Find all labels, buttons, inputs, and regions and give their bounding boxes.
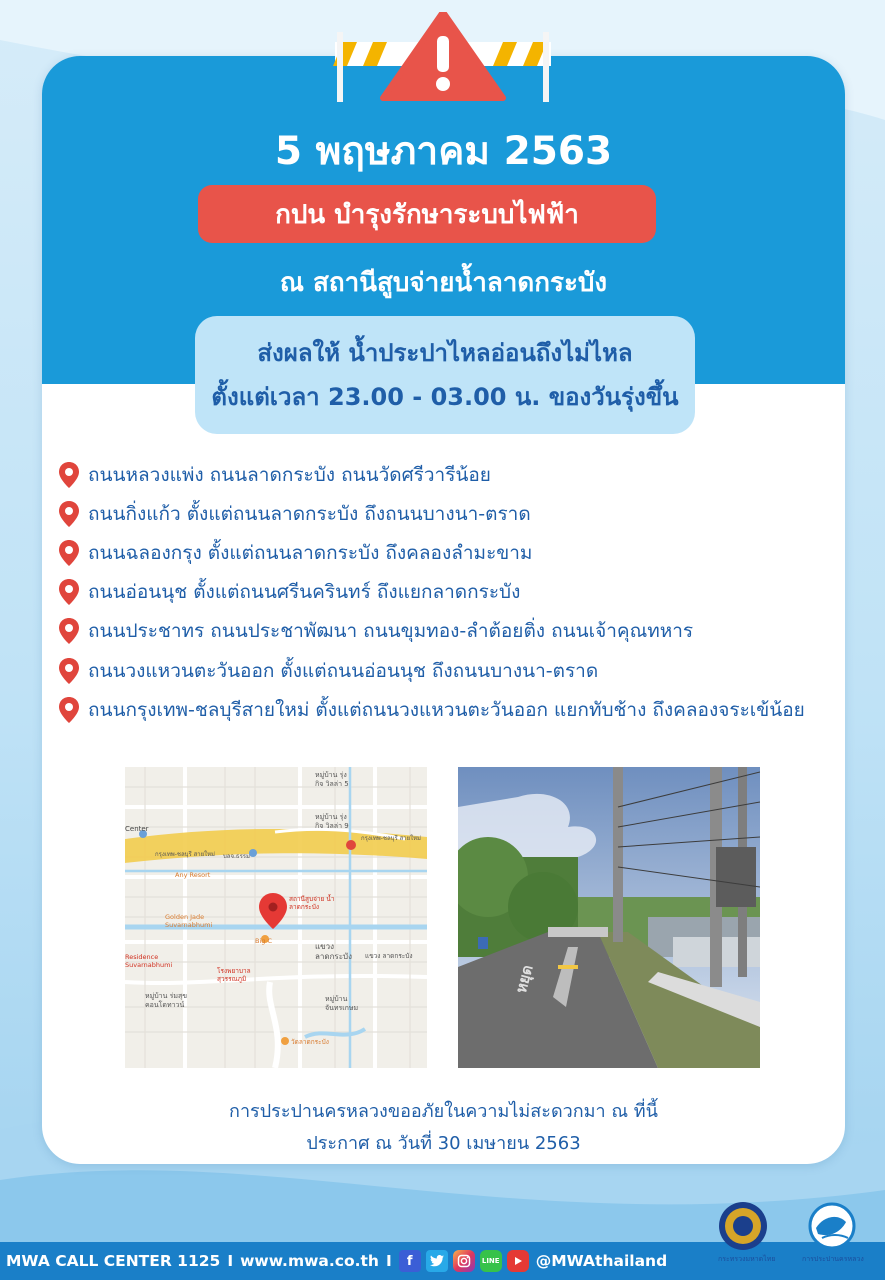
road-text: ถนนกรุงเทพ-ชลบุรีสายใหม่ ตั้งแต่ถนนวงแหวนตะวันออก แยกทับช้าง ถึงคลองจระเข้น้อย (88, 698, 805, 721)
separator: I (385, 1252, 392, 1270)
road-text: ถนนฉลองกรุง ตั้งแต่ถนนลาดกระบัง ถึงคลองลำมะขาม (88, 541, 533, 564)
maintenance-highlight-text: กปน บำรุงรักษาระบบไฟฟ้า (275, 199, 579, 230)
map-label-motorway-right: กรุงเทพ-ชลบุรี สายใหม่ (361, 835, 421, 842)
location-pin-icon (58, 461, 80, 489)
maintenance-highlight (198, 185, 656, 243)
line-icon[interactable]: LINE (480, 1250, 502, 1272)
map-label-district-right: แขวง ลาดกระบัง (365, 952, 413, 960)
map-label-road-small: บลจ.ธรรม (223, 853, 250, 860)
maintenance-date: 5 พฤษภาคม 2563 (274, 129, 613, 174)
map-label-village-top: หมู่บ้าน รุ่งกิจ วิลล่า 5 (315, 771, 349, 788)
website-link[interactable]: www.mwa.co.th (240, 1252, 379, 1270)
effect-line-2: ตั้งแต่เวลา 23.00 - 03.00 น. ของวันรุ่งขึ้น (211, 383, 679, 411)
ministry-logo-caption: กระทรวงมหาดไทย (718, 1255, 776, 1263)
separator: I (227, 1252, 234, 1270)
location-pin-icon (58, 696, 80, 724)
station-location: ณ สถานีสูบจ่ายน้ำลาดกระบัง (279, 268, 608, 298)
map-label-any-resort: Any Resort (175, 871, 211, 879)
map-label-ladkrabang-district: แขวง ลาดกระบัง (315, 942, 353, 961)
twitter-icon[interactable] (426, 1250, 448, 1272)
road-text: ถนนหลวงแพ่ง ถนนลาดกระบัง ถนนวัดศรีวารีน้อย (88, 463, 491, 486)
list-item (58, 651, 858, 690)
street-photo-graphic (458, 767, 760, 1068)
map-label-center: Center (125, 825, 149, 833)
road-text: ถนนประชาทร ถนนประชาพัฒนา ถนนขุมทอง-ลำต้อยติ่ง ถนนเจ้าคุณทหาร (88, 620, 694, 643)
road-text: ถนนวงแหวนตะวันออก ตั้งแต่ถนนอ่อนนุช ถึงถนนบางนา-ตราด (88, 659, 599, 682)
instagram-icon[interactable] (453, 1250, 475, 1272)
affected-roads-list (58, 455, 858, 729)
map-label-village-bottom-right: หมู่บ้าน จันทรเกษม (325, 995, 359, 1012)
list-item (58, 533, 858, 572)
road-marking-text: หยุด (511, 962, 537, 996)
list-item (58, 612, 858, 651)
announcement-date: ประกาศ ณ วันที่ 30 เมษายน 2563 (306, 1133, 581, 1154)
map-label-temple: วัดลาดกระบัง (291, 1038, 329, 1046)
agency-logos (712, 1198, 882, 1276)
list-item (58, 690, 858, 729)
warning-barrier-icon (333, 12, 553, 102)
location-map (125, 767, 427, 1068)
location-pin-icon (58, 617, 80, 645)
map-label-village-mid: หมู่บ้าน รุ่งกิจ วิลล่า 9 (315, 813, 349, 830)
call-center-text: MWA CALL CENTER 1125 (6, 1252, 221, 1270)
social-handle[interactable]: @MWAthailand (535, 1252, 668, 1270)
map-label-station: สถานีสูบจ่าย น้ำลาดกระบัง (289, 895, 335, 911)
list-item (58, 494, 858, 533)
map-label-hospital: โรงพยาบาล สุวรรณภูมิ (217, 967, 251, 983)
map-label-bigc: Big C (255, 937, 272, 945)
mwa-logo-caption: การประปานครหลวง (802, 1255, 864, 1263)
map-label-residence: Residence Suvarnabhumi (125, 953, 173, 969)
road-text: ถนนกิ่งแก้ว ตั้งแต่ถนนลาดกระบัง ถึงถนนบางนา-ตราด (88, 502, 531, 525)
facebook-icon[interactable]: f (399, 1250, 421, 1272)
location-pin-icon (58, 657, 80, 685)
list-item (58, 573, 858, 612)
road-text: ถนนอ่อนนุช ตั้งแต่ถนนศรีนครินทร์ ถึงแยกลาดกระบัง (88, 581, 521, 604)
youtube-icon[interactable] (507, 1250, 529, 1272)
effect-line-1: ส่งผลให้ น้ำประปาไหลอ่อนถึงไม่ไหล (257, 339, 633, 367)
location-pin-icon (58, 539, 80, 567)
location-pin-icon (58, 500, 80, 528)
footer-contact (0, 1242, 700, 1280)
list-item (58, 455, 858, 494)
effect-box (195, 316, 695, 434)
map-label-golden-jade: Golden Jade Suvarnabhumi (165, 913, 213, 929)
apology-text: การประปานครหลวงขออภัยในความไม่สะดวกมา ณ ที่นี้ (229, 1101, 658, 1122)
station-photo (458, 767, 760, 1068)
location-pin-icon (58, 578, 80, 606)
map-label-motorway: กรุงเทพ-ชลบุรี สายใหม่ (155, 851, 215, 858)
map-label-village-bottom-left: หมู่บ้าน ร่มสุข คอนโดทาวน์ (145, 992, 188, 1009)
